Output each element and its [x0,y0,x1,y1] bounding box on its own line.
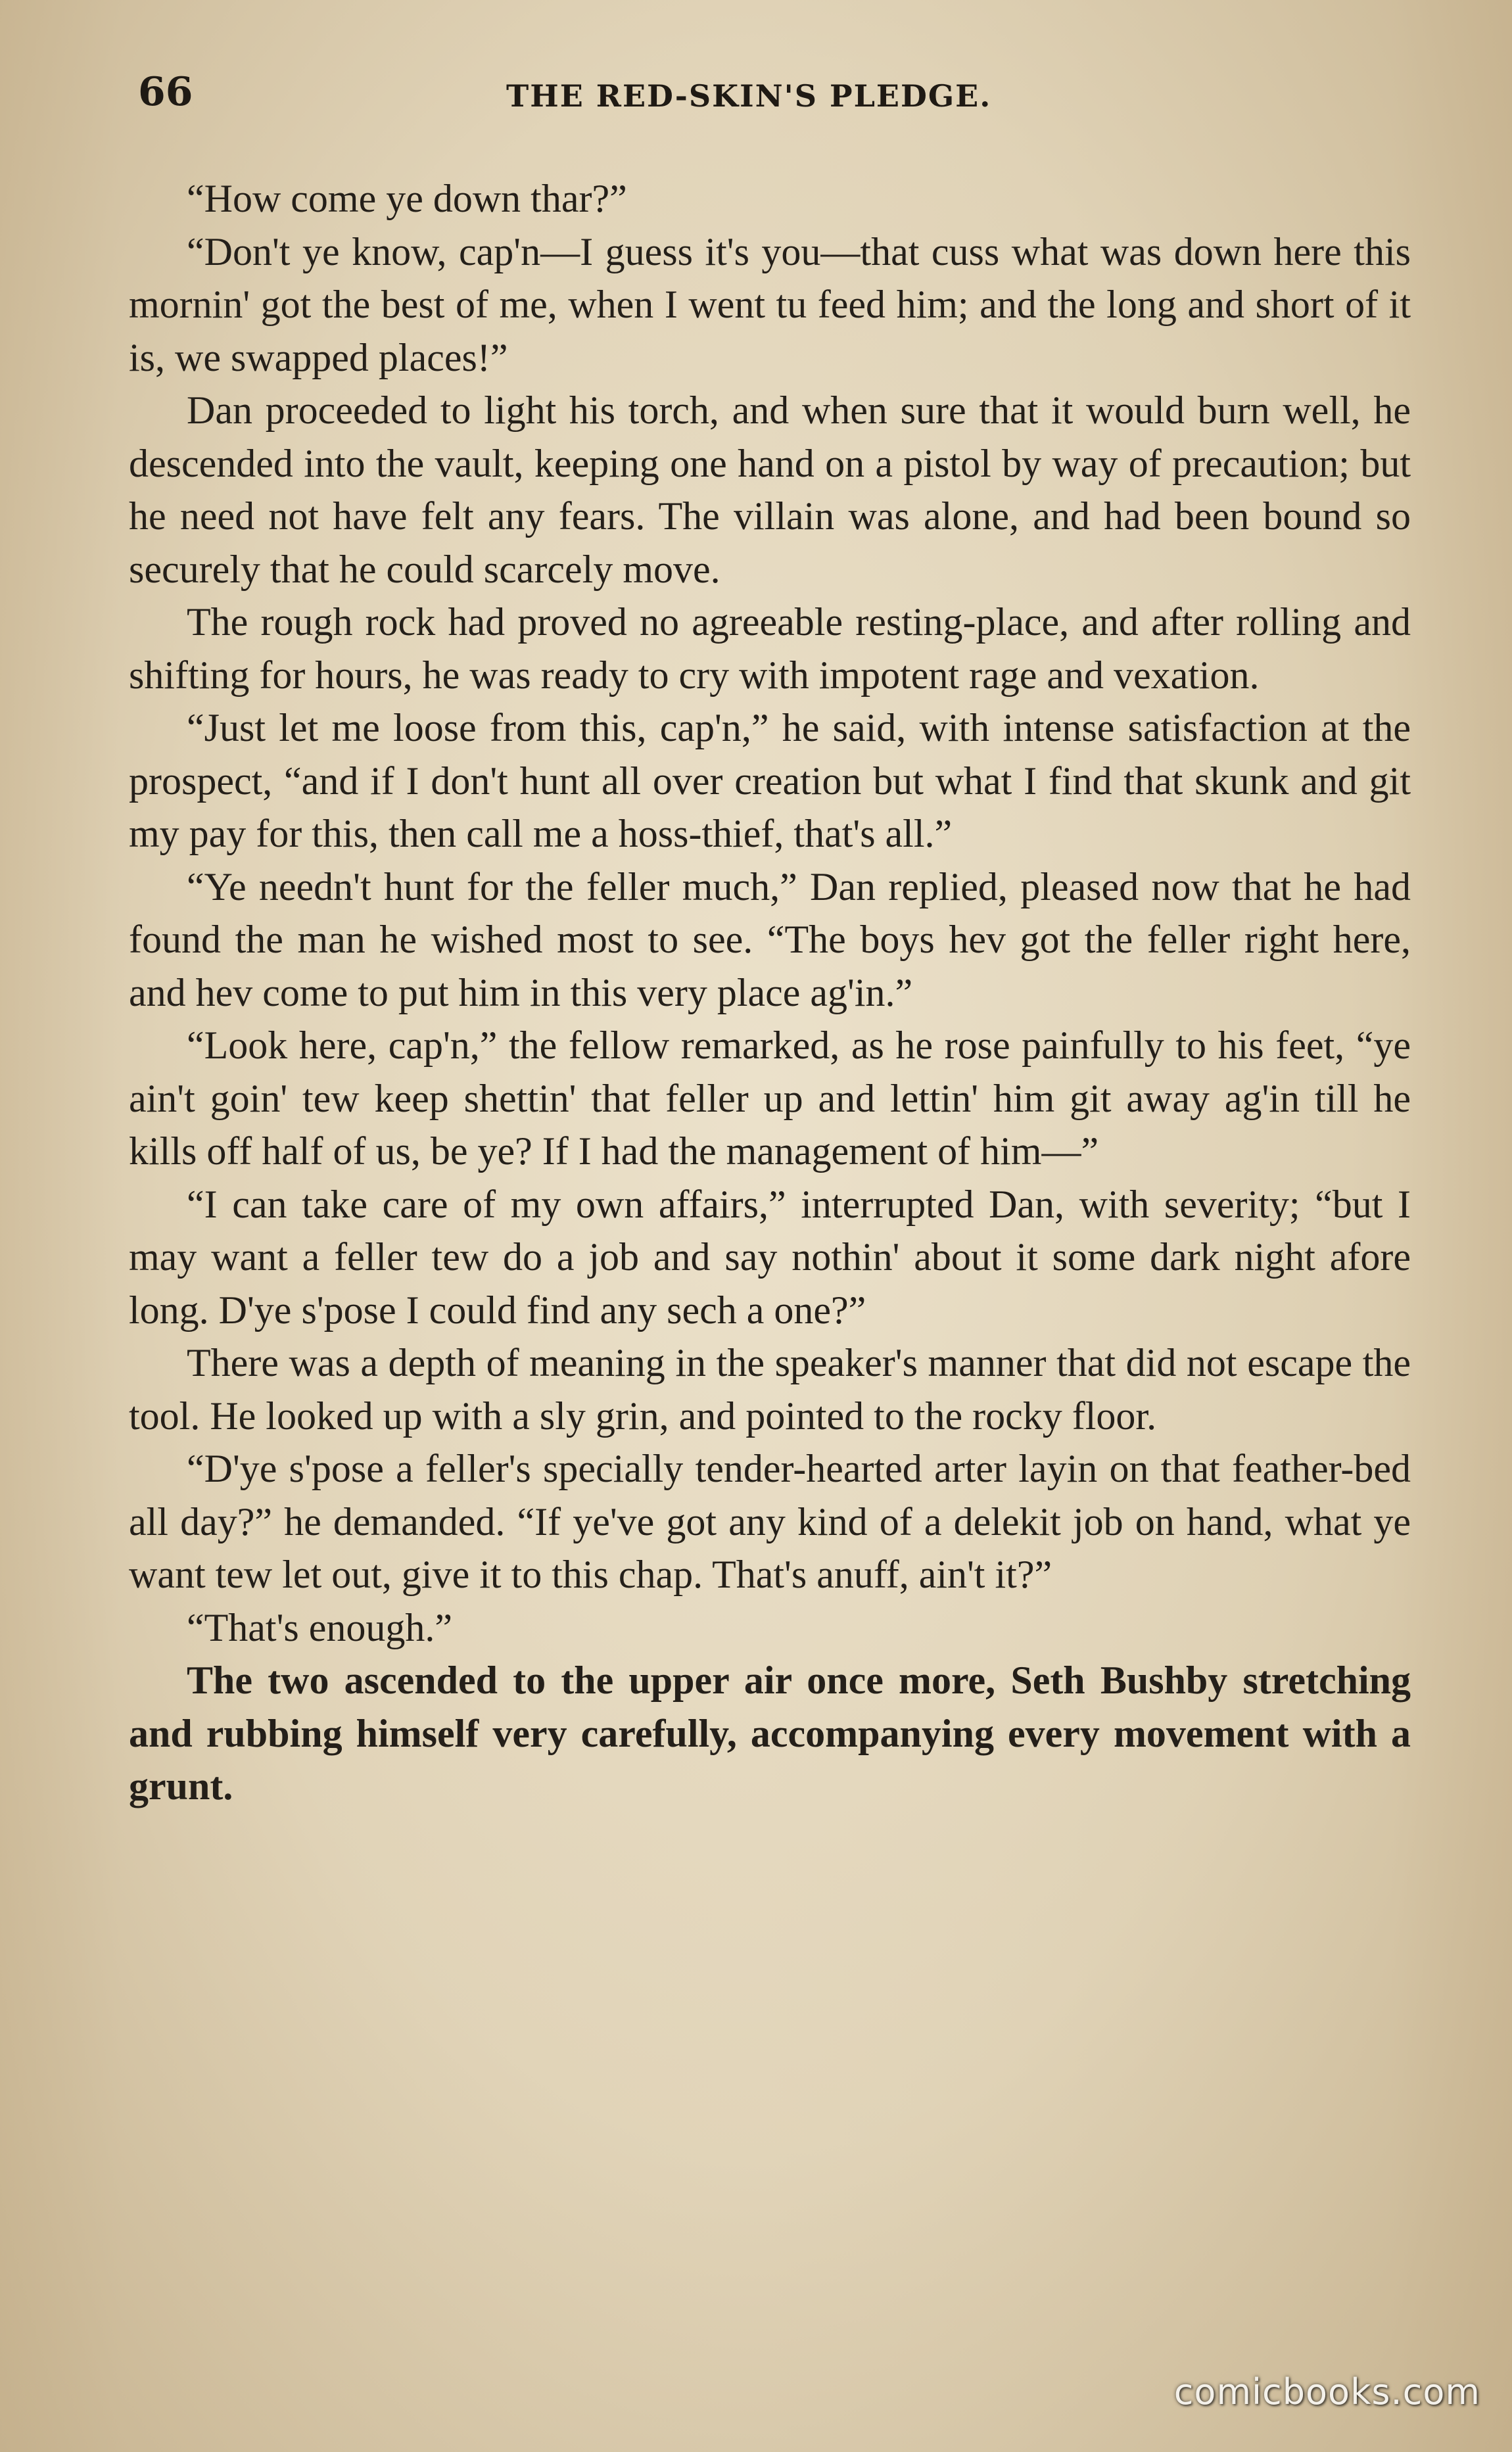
paragraph: “How come ye down thar?” [187,177,627,220]
running-head [138,69,1420,128]
paragraph: Dan proceeded to light his torch, and when sure that it would burn well, he descended into the vault, keeping one hand on a pistol by way of precaution; but he need not have felt any fears. The villain was alone, and had been bound so securely that he could scarcely move. [129,389,1411,591]
paragraph: There was a depth of meaning in the speaker's manner that did not escape the tool. He looked up with a sly grin, and pointed to the rocky floor. [129,1341,1411,1438]
running-title: THE RED-SKIN'S PLEDGE. [506,78,992,114]
body-text [129,172,1411,1813]
paragraph: “Ye needn't hunt for the feller much,” Dan replied, pleased now that he had found the man he wished most to see. “The boys hev got the feller right here, and hev come to put him in this very place ag'in.” [129,864,1411,1014]
paragraph: The rough rock had proved no agreeable resting-place, and after rolling and shifting for hours, he was ready to cry with impotent rage and vexation. [129,600,1411,697]
paragraph: “Don't ye know, cap'n—I guess it's you—that cuss what was down here this mornin' got the best of me, when I went tu feed him; and the long and short of it is, we swapped places!” [129,229,1411,379]
page-number: 66 [138,69,193,115]
paragraph: “D'ye s'pose a feller's specially tender-hearted arter layin on that feather-bed all day?” he demanded. “If ye've got any kind of a delekit job on hand, what ye want tew let out, give it to this chap. That's anuff, ain't it?” [129,1447,1411,1596]
paragraph: “I can take care of my own affairs,” interrupted Dan, with severity; “but I may want a feller tew do a job and say nothin' about it some dark night afore long. D'ye s'pose I could find any sech a one?” [129,1182,1411,1332]
site-watermark: comicbooks.com [1173,2371,1480,2413]
paragraph: The two ascended to the upper air once more, Seth Bushby stretching and rubbing himself very carefully, accompanying every movement with a grunt. [129,1659,1411,1808]
paragraph: “That's enough.” [187,1605,453,1649]
paragraph: “Just let me loose from this, cap'n,” he said, with intense satisfaction at the prospect, “and if I don't hunt all over creation but what I find that skunk and git my pay for this, then call me a hoss-thief, that's all.” [129,706,1411,855]
paragraph: “Look here, cap'n,” the fellow remarked, as he rose painfully to his feet, “ye ain't goin' tew keep shettin' that feller up and lettin' him git away ag'in till he kills off half of us, be ye? If I had the management of him—” [129,1024,1411,1173]
